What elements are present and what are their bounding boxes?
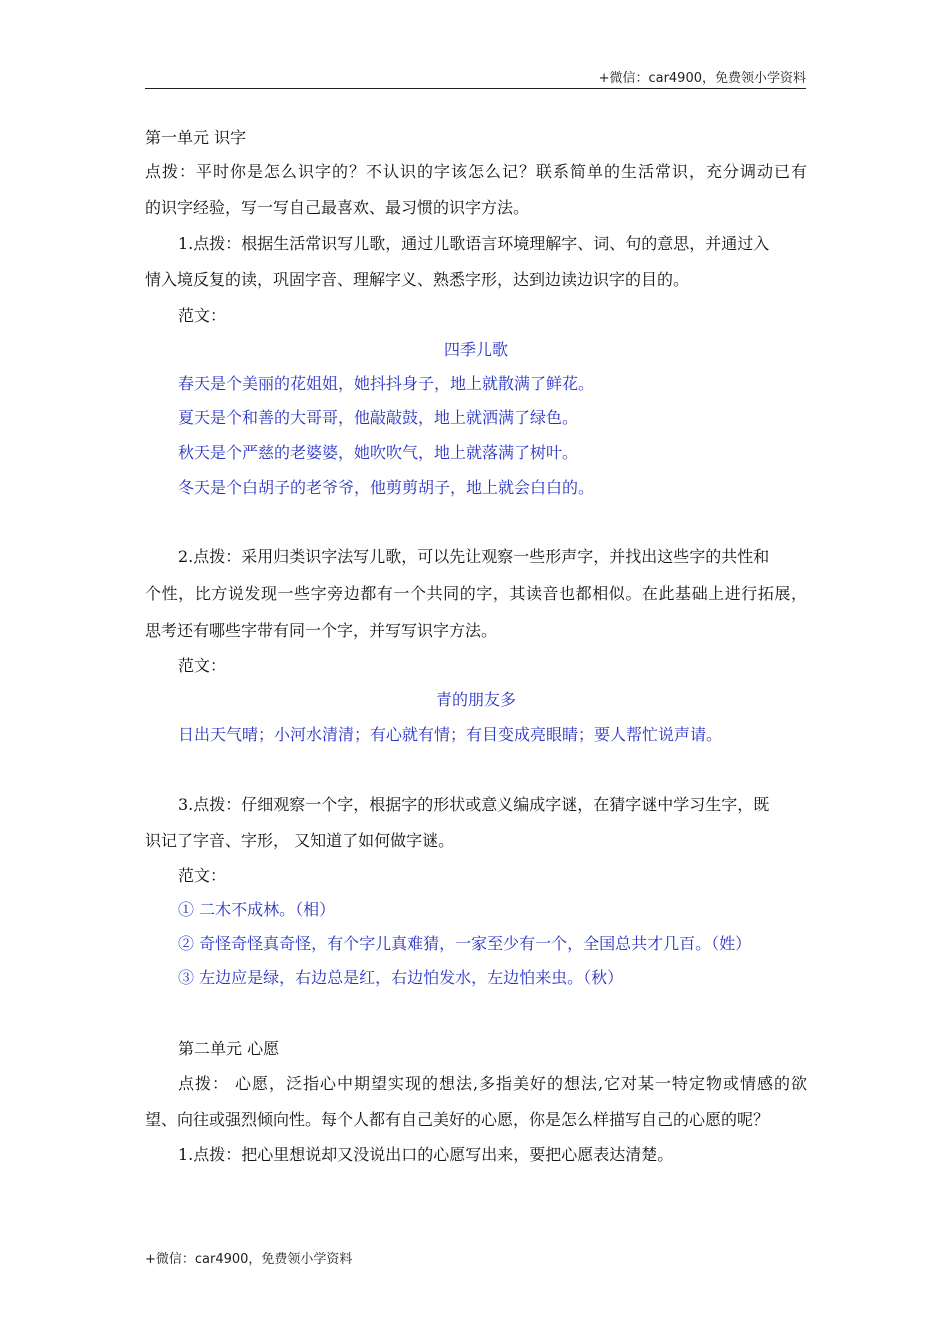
poem-line: 冬天是个白胡子的老爷爷，他剪剪胡子，地上就会白白的。 [178,478,595,497]
unit2-item1-tip: 1.点拨：把心里想说却又没说出口的心愿写出来，要把心愿表达清楚。 [178,1145,674,1164]
riddle-item: ① 二木不成林。（相） [178,900,336,919]
poem-line: 日出天气晴；小河水清清；有心就有情；有目变成亮眼睛；要人帮忙说声请。 [178,725,723,744]
poem-line: 夏天是个和善的大哥哥，他敲敲鼓，地上就洒满了绿色。 [178,408,579,427]
unit1-item3-tip-line1: 3.点拨：仔细观察一个字，根据字的形状或意义编成字谜，在猜字谜中学习生字，既 [178,795,770,814]
unit1-item1-tip-line1: 1.点拨：根据生活常识写儿歌，通过儿歌语言环境理解字、词、句的意思，并通过入 [178,234,770,253]
unit1-item2-tip-line2: 个性，比方说发现一些字旁边都有一个共同的字，其读音也都相似。在此基础上进行拓展， [145,584,807,603]
unit2-tip-line1: 点拨： 心愿，泛指心中期望实现的想法,多指美好的想法,它对某一特定物或情感的欲 [178,1074,807,1093]
poem-title-four-seasons: 四季儿歌 [443,340,508,359]
unit1-item2-sample-label: 范文： [178,656,227,675]
unit1-item3-sample-label: 范文： [178,866,227,885]
riddle-item: ② 奇怪奇怪真奇怪，有个字儿真难猜，一家至少有一个，全国总共才几百。（姓） [178,934,752,953]
unit1-tip-line2: 的识字经验，写一写自己最喜欢、最习惯的识字方法。 [145,198,530,217]
unit1-item2-tip-line3: 思考还有哪些字带有同一个字，并写写识字方法。 [145,621,498,640]
unit1-title: 第一单元 识字 [145,128,247,147]
riddle-item: ③ 左边应是绿，右边总是红，右边怕发水，左边怕来虫。（秋） [178,968,624,987]
poem-title-qing: 青的朋友多 [435,690,516,709]
header-text: +微信：car4900，免费领小学资料 [598,71,806,86]
unit2-title: 第二单元 心愿 [178,1039,280,1058]
unit1-item1-sample-label: 范文： [178,306,227,325]
unit1-tip-line1: 点拨：平时你是怎么识字的？不认识的字该怎么记？联系简单的生活常识，充分调动已有 [145,162,807,181]
unit2-tip-line2: 望、向往或强烈倾向性。每个人都有自己美好的心愿，你是怎么样描写自己的心愿的呢？ [145,1110,770,1129]
page-footer: +微信：car4900，免费领小学资料 [145,1252,353,1267]
unit1-item1-tip-line2: 情入境反复的读，巩固字音、理解字义、熟悉字形，达到边读边识字的目的。 [145,270,690,289]
unit1-item2-tip-line1: 2.点拨：采用归类识字法写儿歌，可以先让观察一些形声字，并找出这些字的共性和 [178,547,770,566]
poem-line: 春天是个美丽的花姐姐，她抖抖身子，地上就散满了鲜花。 [178,374,595,393]
poem-line: 秋天是个严慈的老婆婆，她吹吹气，地上就落满了树叶。 [178,443,579,462]
page-header [145,66,806,89]
unit1-item3-tip-line2: 识记了字音、字形， 又知道了如何做字谜。 [145,831,455,850]
